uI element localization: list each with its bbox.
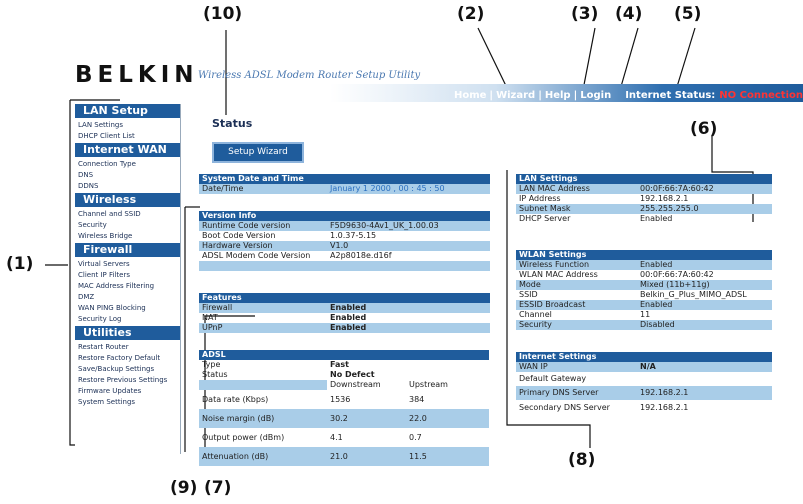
features-table: [199, 293, 490, 333]
sidebar-heading: Internet WAN: [75, 143, 180, 157]
nav-login-link[interactable]: Login: [580, 89, 612, 101]
table-label: NAT: [202, 313, 218, 322]
table-value: No Defect: [330, 370, 375, 379]
table-value: 192.168.2.1: [637, 386, 772, 400]
table-label: DHCP Server: [519, 214, 571, 223]
table-label: ESSID Broadcast: [516, 300, 637, 310]
callout-7: (7): [204, 478, 232, 498]
table-label: SSID: [519, 290, 538, 299]
callout-3: (3): [571, 4, 599, 24]
nav-home-link[interactable]: Home: [453, 89, 487, 101]
table-label: Attenuation (dB): [199, 447, 327, 466]
table-header: ADSL: [199, 350, 327, 360]
sidebar-group-wireless: [75, 193, 180, 242]
sidebar-item-ddns[interactable]: DDNS: [78, 182, 99, 190]
table-value: Enabled: [637, 300, 772, 310]
column-header: Upstream: [406, 380, 489, 390]
callout-4: (4): [615, 4, 643, 24]
table-value: Belkin_G_Plus_MIMO_ADSL: [640, 290, 747, 299]
table-value: 11.5: [406, 447, 489, 466]
sidebar-item-lan-settings[interactable]: LAN Settings: [78, 121, 124, 129]
table-value: 192.168.2.1: [640, 194, 689, 203]
internet-settings-table: [516, 352, 772, 416]
sidebar-item-security[interactable]: Security: [78, 221, 107, 229]
sidebar-heading: Utilities: [75, 326, 180, 340]
sidebar-group-internet-wan: [75, 143, 180, 192]
table-value: 4.1: [330, 433, 343, 442]
nav-separator: |: [538, 89, 542, 101]
sidebar-item-channel-ssid[interactable]: Channel and SSID: [78, 210, 141, 218]
sidebar-item-dns[interactable]: DNS: [78, 171, 94, 179]
table-header: System Date and Time: [199, 174, 327, 184]
version-info-table: [199, 211, 490, 271]
table-label: WAN IP: [516, 362, 637, 372]
sidebar-item-firmware-updates[interactable]: Firmware Updates: [78, 387, 142, 395]
table-value: 1536: [330, 395, 351, 404]
nav-separator: |: [489, 89, 494, 101]
table-label: Type: [202, 360, 221, 369]
table-label: Hardware Version: [199, 241, 327, 251]
sidebar-heading: Firewall: [75, 243, 180, 257]
table-value: 30.2: [327, 409, 406, 428]
sidebar-item-virtual-servers[interactable]: Virtual Servers: [78, 260, 130, 268]
sidebar-group-lan-setup: [75, 104, 180, 142]
app-tagline: Wireless ADSL Modem Router Setup Utility: [198, 70, 421, 81]
sidebar-item-restart-router[interactable]: Restart Router: [78, 343, 129, 351]
belkin-logo: BELKIN: [75, 62, 199, 88]
table-value: Enabled: [327, 303, 490, 313]
callout-5: (5): [674, 4, 702, 24]
sidebar-item-dmz[interactable]: DMZ: [78, 293, 95, 301]
table-label: Default Gateway: [519, 374, 587, 383]
table-label: Secondary DNS Server: [519, 403, 610, 412]
table-label: ADSL Modem Code Version: [202, 251, 311, 260]
sidebar-item-wan-ping-blocking[interactable]: WAN PING Blocking: [78, 304, 146, 312]
table-value: F5D9630-4Av1_UK_1.00.03: [327, 221, 490, 231]
table-header: Features: [199, 293, 327, 303]
table-label: UPnP: [199, 323, 327, 333]
sidebar: [75, 104, 181, 454]
callout-9: (9): [170, 478, 198, 498]
table-value: Fast: [330, 360, 349, 369]
sidebar-item-system-settings[interactable]: System Settings: [78, 398, 136, 406]
table-label: Output power (dBm): [202, 433, 285, 442]
system-date-table: [199, 174, 490, 194]
table-header: Internet Settings: [516, 352, 637, 362]
table-label: IP Address: [519, 194, 561, 203]
nav-separator: |: [573, 89, 578, 101]
table-header: WLAN Settings: [516, 250, 637, 260]
sidebar-group-firewall: [75, 243, 180, 325]
nav-help-link[interactable]: Help: [544, 89, 571, 101]
table-value: Enabled: [330, 313, 367, 322]
table-value: Mixed (11b+11g): [637, 280, 772, 290]
table-label: Runtime Code version: [199, 221, 327, 231]
table-label: Primary DNS Server: [516, 386, 637, 400]
lan-settings-table: [516, 174, 772, 224]
sidebar-item-mac-filtering[interactable]: MAC Address Filtering: [78, 282, 155, 290]
table-label: Mode: [516, 280, 637, 290]
table-value: 11: [640, 310, 651, 319]
callout-6: (6): [690, 119, 718, 139]
table-label: Security: [516, 320, 637, 330]
sidebar-item-save-backup[interactable]: Save/Backup Settings: [78, 365, 155, 373]
sidebar-heading: LAN Setup: [75, 104, 180, 118]
table-value: 192.168.2.1: [640, 403, 689, 412]
table-label: Status: [202, 370, 228, 379]
table-value: 1.0.37-5.15: [330, 231, 377, 240]
table-value: Enabled: [640, 214, 673, 223]
callout-10: (10): [203, 4, 243, 24]
table-value: N/A: [637, 362, 772, 372]
table-value: A2p8018e.d16f: [330, 251, 392, 260]
table-label: Noise margin (dB): [199, 409, 327, 428]
table-value: 00:0F:66:7A:60:42: [637, 184, 772, 194]
table-label: LAN MAC Address: [516, 184, 637, 194]
sidebar-heading: Wireless: [75, 193, 180, 207]
sidebar-item-wireless-bridge[interactable]: Wireless Bridge: [78, 232, 133, 240]
nav-wizard-link[interactable]: Wizard: [496, 89, 536, 101]
table-value: Enabled: [327, 323, 490, 333]
page-title: Status: [212, 117, 253, 130]
adsl-table: [199, 350, 489, 466]
internet-status-value: NO Connection: [719, 89, 803, 101]
callout-8: (8): [568, 450, 596, 470]
sidebar-item-restore-previous[interactable]: Restore Previous Settings: [78, 376, 168, 384]
callout-1: (1): [6, 254, 34, 274]
table-label: Subnet Mask: [516, 204, 637, 214]
table-label: WLAN MAC Address: [519, 270, 598, 279]
callout-2: (2): [457, 4, 485, 24]
table-label: Data rate (Kbps): [202, 395, 269, 404]
internet-status-label: Internet Status:: [625, 89, 716, 101]
table-value: 22.0: [406, 409, 489, 428]
table-value: 0.7: [409, 433, 422, 442]
table-value: Disabled: [637, 320, 772, 330]
setup-wizard-button[interactable]: Setup Wizard: [212, 142, 304, 163]
table-label: Channel: [519, 310, 552, 319]
table-value: 21.0: [327, 447, 406, 466]
sidebar-item-restore-factory[interactable]: Restore Factory Default: [78, 354, 161, 362]
table-value: 384: [409, 395, 425, 404]
sidebar-item-connection-type[interactable]: Connection Type: [78, 160, 136, 168]
top-nav: [454, 88, 803, 102]
sidebar-item-client-ip-filters[interactable]: Client IP Filters: [78, 271, 130, 279]
table-header: Version Info: [199, 211, 327, 221]
date-time-value: January 1 2000 , 00 : 45 : 50: [327, 184, 490, 194]
table-label: Wireless Function: [516, 260, 637, 270]
table-value: V1.0: [327, 241, 490, 251]
column-header: Downstream: [327, 380, 406, 390]
sidebar-item-dhcp-client-list[interactable]: DHCP Client List: [78, 132, 135, 140]
table-header: LAN Settings: [516, 174, 637, 184]
table-value: 00:0F:66:7A:60:42: [640, 270, 714, 279]
table-label: Firewall: [199, 303, 327, 313]
table-value: [637, 372, 772, 386]
date-time-label: Date/Time: [199, 184, 327, 194]
table-label: Boot Code Version: [202, 231, 276, 240]
sidebar-item-security-log[interactable]: Security Log: [78, 315, 122, 323]
table-value: Enabled: [637, 260, 772, 270]
table-value: 255.255.255.0: [637, 204, 772, 214]
sidebar-group-utilities: [75, 326, 180, 408]
wlan-settings-table: [516, 250, 772, 330]
